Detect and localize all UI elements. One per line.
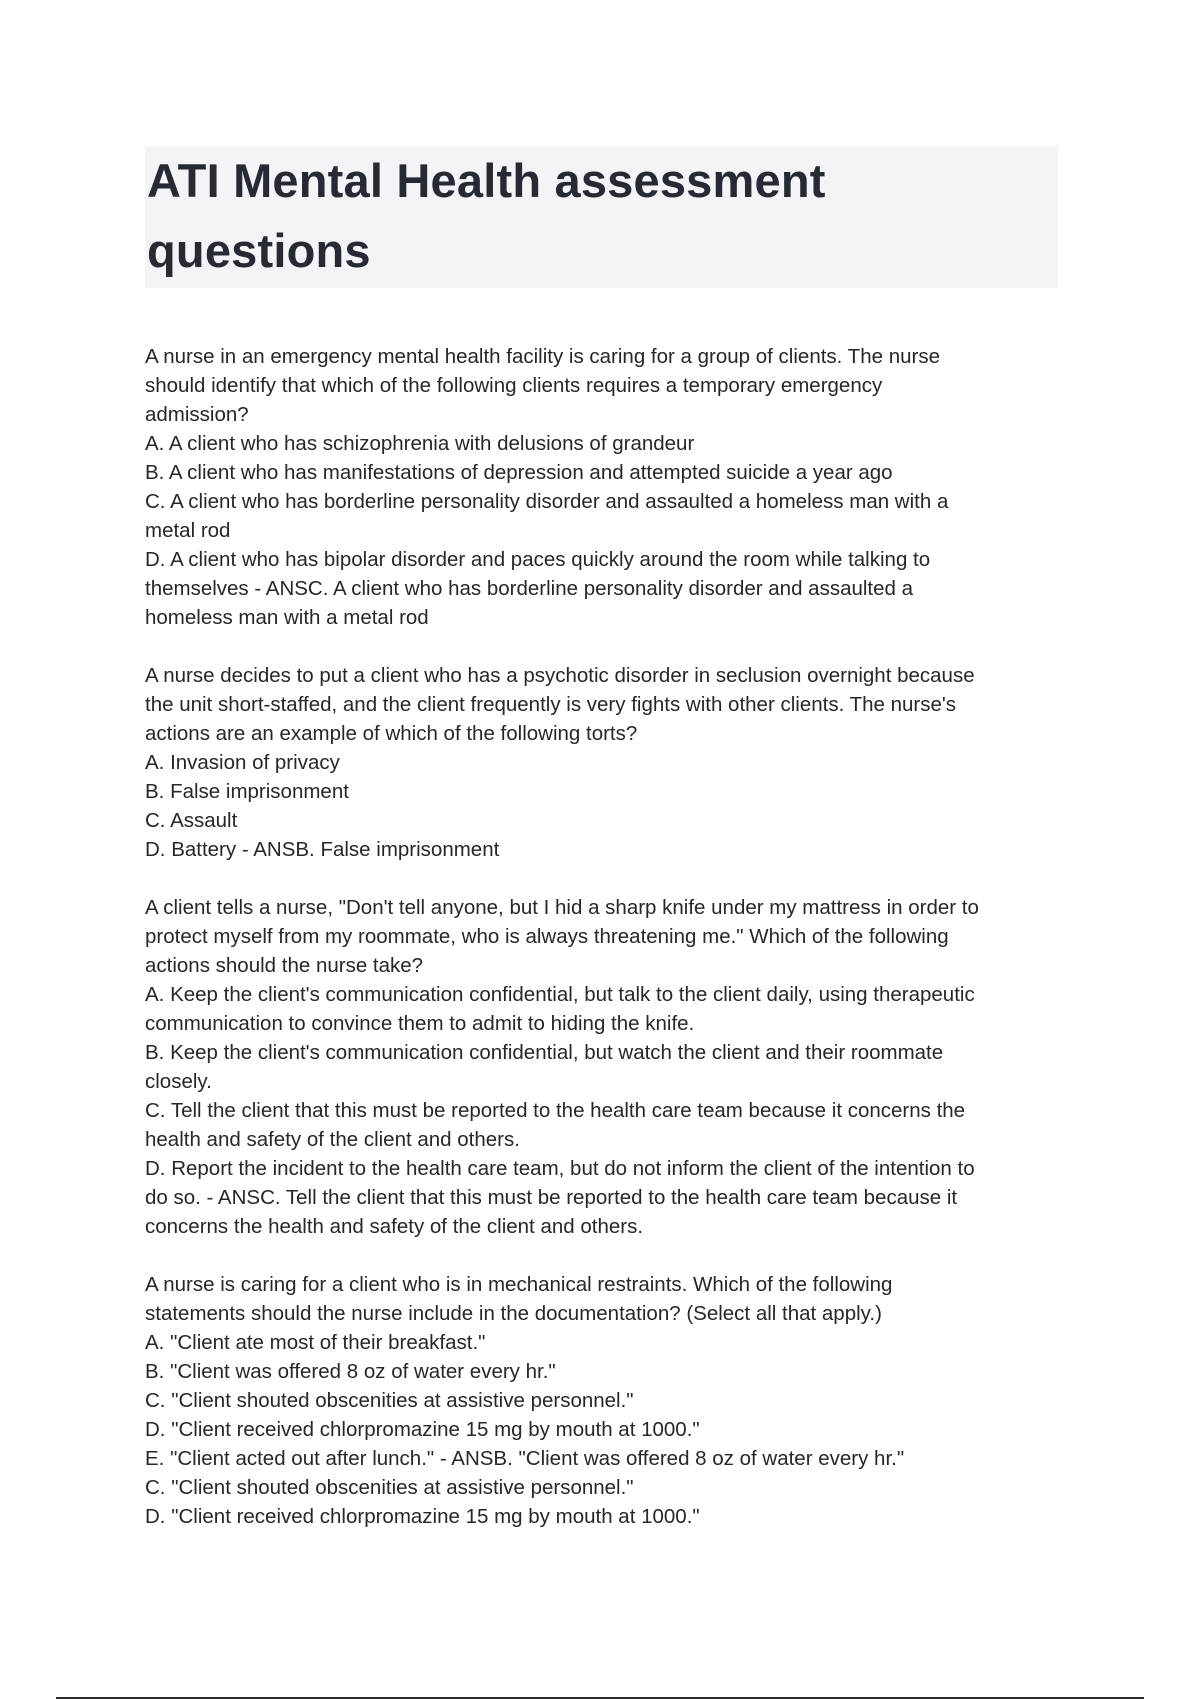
question-text-line: should identify that which of the following clients requires a temporary emergency — [145, 374, 883, 397]
question-block — [145, 1270, 1065, 1531]
question-text-line: protect myself from my roommate, who is always threatening me." Which of the following — [145, 925, 949, 948]
page-title: ATI Mental Health assessment questions — [147, 154, 826, 277]
question-text-line: statements should the nurse include in the documentation? (Select all that apply.) — [145, 1302, 882, 1325]
question-text-line: communication to convince them to admit to hiding the knife. — [145, 1012, 695, 1035]
question-block — [145, 342, 1065, 632]
page-bottom-rule — [56, 1697, 1144, 1699]
question-text-line: A. "Client ate most of their breakfast." — [145, 1331, 486, 1354]
question-text-line: homeless man with a metal rod — [145, 606, 429, 629]
question-text-line: C. Assault — [145, 809, 238, 832]
question-text-line: C. "Client shouted obscenities at assistive personnel." — [145, 1389, 634, 1412]
question-text-line: the unit short-staffed, and the client frequently is very fights with other clients. The nurse's — [145, 693, 957, 716]
question-text-line: D. "Client received chlorpromazine 15 mg by mouth at 1000." — [145, 1505, 700, 1528]
question-block — [145, 893, 1065, 1241]
question-text-line: admission? — [145, 403, 249, 426]
question-text-line: A nurse is caring for a client who is in mechanical restraints. Which of the following — [145, 1273, 893, 1296]
question-text-line: A. Keep the client's communication confidential, but talk to the client daily, using therapeutic — [145, 983, 975, 1006]
question-text-line: metal rod — [145, 519, 231, 542]
question-text-line: B. False imprisonment — [145, 780, 349, 803]
question-text-line: B. Keep the client's communication confidential, but watch the client and their roommate — [145, 1041, 944, 1064]
question-text-line: actions are an example of which of the following torts? — [145, 722, 638, 745]
question-text-line: themselves - ANSC. A client who has borderline personality disorder and assaulted a — [145, 577, 914, 600]
question-text-line: D. Report the incident to the health care team, but do not inform the client of the intention to — [145, 1157, 975, 1180]
question-text-line: D. "Client received chlorpromazine 15 mg by mouth at 1000." — [145, 1418, 700, 1441]
question-text-line: C. Tell the client that this must be reported to the health care team because it concerns the — [145, 1099, 966, 1122]
question-text-line: E. "Client acted out after lunch." - ANSB. "Client was offered 8 oz of water every hr." — [145, 1447, 905, 1470]
question-text-line: A. A client who has schizophrenia with delusions of grandeur — [145, 432, 695, 455]
question-text-line: A client tells a nurse, "Don't tell anyone, but I hid a sharp knife under my mattress in order to — [145, 896, 979, 919]
question-text-line: B. "Client was offered 8 oz of water every hr." — [145, 1360, 556, 1383]
question-text-line: D. A client who has bipolar disorder and paces quickly around the room while talking to — [145, 548, 931, 571]
question-block — [145, 661, 1065, 864]
question-text-line: health and safety of the client and others. — [145, 1128, 520, 1151]
question-text-line: B. A client who has manifestations of depression and attempted suicide a year ago — [145, 461, 893, 484]
question-text-line: A. Invasion of privacy — [145, 751, 340, 774]
question-text-line: closely. — [145, 1070, 212, 1093]
document-body — [145, 342, 1065, 1560]
question-text-line: do so. - ANSC. Tell the client that this must be reported to the health care team because it — [145, 1186, 958, 1209]
question-text-line: A nurse decides to put a client who has a psychotic disorder in seclusion overnight because — [145, 664, 975, 687]
question-text-line: A nurse in an emergency mental health facility is caring for a group of clients. The nurse — [145, 345, 940, 368]
question-text-line: concerns the health and safety of the client and others. — [145, 1215, 644, 1238]
question-text-line: C. "Client shouted obscenities at assistive personnel." — [145, 1476, 634, 1499]
question-text-line: C. A client who has borderline personality disorder and assaulted a homeless man with a — [145, 490, 949, 513]
question-text-line: D. Battery - ANSB. False imprisonment — [145, 838, 500, 861]
question-text-line: actions should the nurse take? — [145, 954, 424, 977]
title-banner — [145, 146, 1058, 288]
